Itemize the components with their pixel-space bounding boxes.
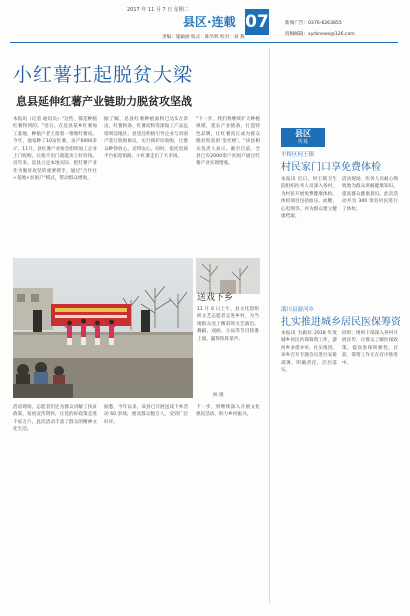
- story1-column-1: 本报讯 近日，何王镇卫生院组织医务人员深入各村，为村民开展免费健康体检。体检项目包括血压、血糖、心电图等，并为群众建立健康档案。: [281, 177, 337, 220]
- header-divider: [10, 42, 398, 43]
- contact-phone: 新闻广告：0376-6263855: [285, 21, 342, 26]
- photo-feature-title: 送戏下乡: [197, 293, 234, 303]
- main-headline: 小红薯扛起脱贫大梁: [13, 64, 194, 86]
- story1-title: 村民家门口享免费体检: [281, 162, 381, 173]
- main-subheadline: 息县延伸红薯产业链助力脱贫攻坚战: [16, 95, 192, 108]
- article-column-7: 下一步，将继续深入开展文化惠民活动，助力乡村振兴。: [196, 405, 260, 418]
- photo-feature-text: 11 月 6 日上午，县文化馆组织文艺志愿者走进乡村，为当地群众送上精彩的文艺演出。舞蹈、戏曲、小品等节目轮番上演，赢得阵阵掌声。: [197, 307, 259, 342]
- performance-photo: [13, 258, 193, 398]
- village-photo-image: [196, 258, 260, 294]
- tag-label: 县区: [295, 129, 311, 138]
- article-column-3: "下一步，我们将继续扩大种植规模，延长产业链条，打造特色品牌，让红薯真正成为群众脱贫致富的'金疙瘩'。"该县相关负责人表示。截至目前，全县已有2000余户贫困户通过红薯产业实现增收。: [196, 117, 260, 167]
- story1-column-2: 活动现场，医务人员耐心细致地为群众讲解健康知识，提高群众健康意识。此次活动共为 300 余名村民进行了体检。: [342, 177, 398, 212]
- county-fax-tag: [281, 128, 325, 147]
- page-number: 07: [245, 9, 269, 35]
- article-column-6: 据悉，今年以来，该县已开展送戏下乡活动 60 余场，惠及群众数万人，受到广泛好评。: [104, 405, 188, 425]
- story1-dateline: 平桥区何王镇: [281, 152, 315, 158]
- section-suffix: 连载: [211, 15, 236, 29]
- story2-column-1: 本报讯 为做好 2018 年度城乡居民医保筹资工作，游河乡多措并举，扎实推进。该乡召开专题会议进行安排部署，明确责任，层层落实。: [281, 331, 337, 374]
- article-column-2: 据了解，息县红薯种植面积已达5万余亩，红薯粉条、红薯淀粉等深加工产品远销周边地区。县里还积极引导企业与贫困户签订收购协议，实行保护价收购，让群众种得放心、卖得安心。同时，依托电商平台拓宽销路，小红薯走出了大市场。: [104, 117, 188, 160]
- article-column-5: 活动现场，志愿者们还为群众讲解了扶贫政策，发放宣传资料，让党的好政策走进千家万户。此次活动丰富了群众的精神文化生活。: [13, 405, 97, 433]
- editor-credits: 责编：施颖丽 版式：陈华辉 校对：刘 燕: [162, 35, 245, 40]
- photo-byline: 杨 摄: [213, 393, 224, 398]
- section-name: 县区: [183, 15, 208, 29]
- village-photo: [196, 258, 260, 294]
- story2-title: 扎实推进城乡居民医保筹资: [281, 317, 401, 328]
- story2-dateline: 潢川县游河乡: [281, 307, 315, 313]
- tag-sublabel: 传真: [297, 139, 308, 145]
- contact-email: 投稿邮箱：xyrbnews@126.com: [285, 32, 355, 37]
- story2-column-2: 同时，组织干部深入各村开展宣传，让群众了解医保政策，提高参保积极性。目前，筹资工作正在有序推进中。: [342, 331, 398, 366]
- issue-date: 2017 年 11 月 7 日 星期二: [127, 7, 189, 13]
- column-divider: [269, 48, 270, 604]
- article-column-1: 本报讯（记者 通讯员）"这些，都是种植红薯得到的。"近日，在息县某乡红薯加工基地，种植户老王指着一堆堆红薯说。今年，他家种了10亩红薯，亩产6000多斤。11月，县红薯产业协会组织加工企业上门收购，让他不出门就能卖上好价钱。近年来，息县立足本地实际，把红薯产业作为脱贫攻坚的重要抓手，通过"合作社+基地+贫困户"模式，带动群众增收。: [13, 117, 97, 182]
- section-title: 县区·连载: [183, 15, 236, 29]
- performance-photo-image: [13, 258, 193, 398]
